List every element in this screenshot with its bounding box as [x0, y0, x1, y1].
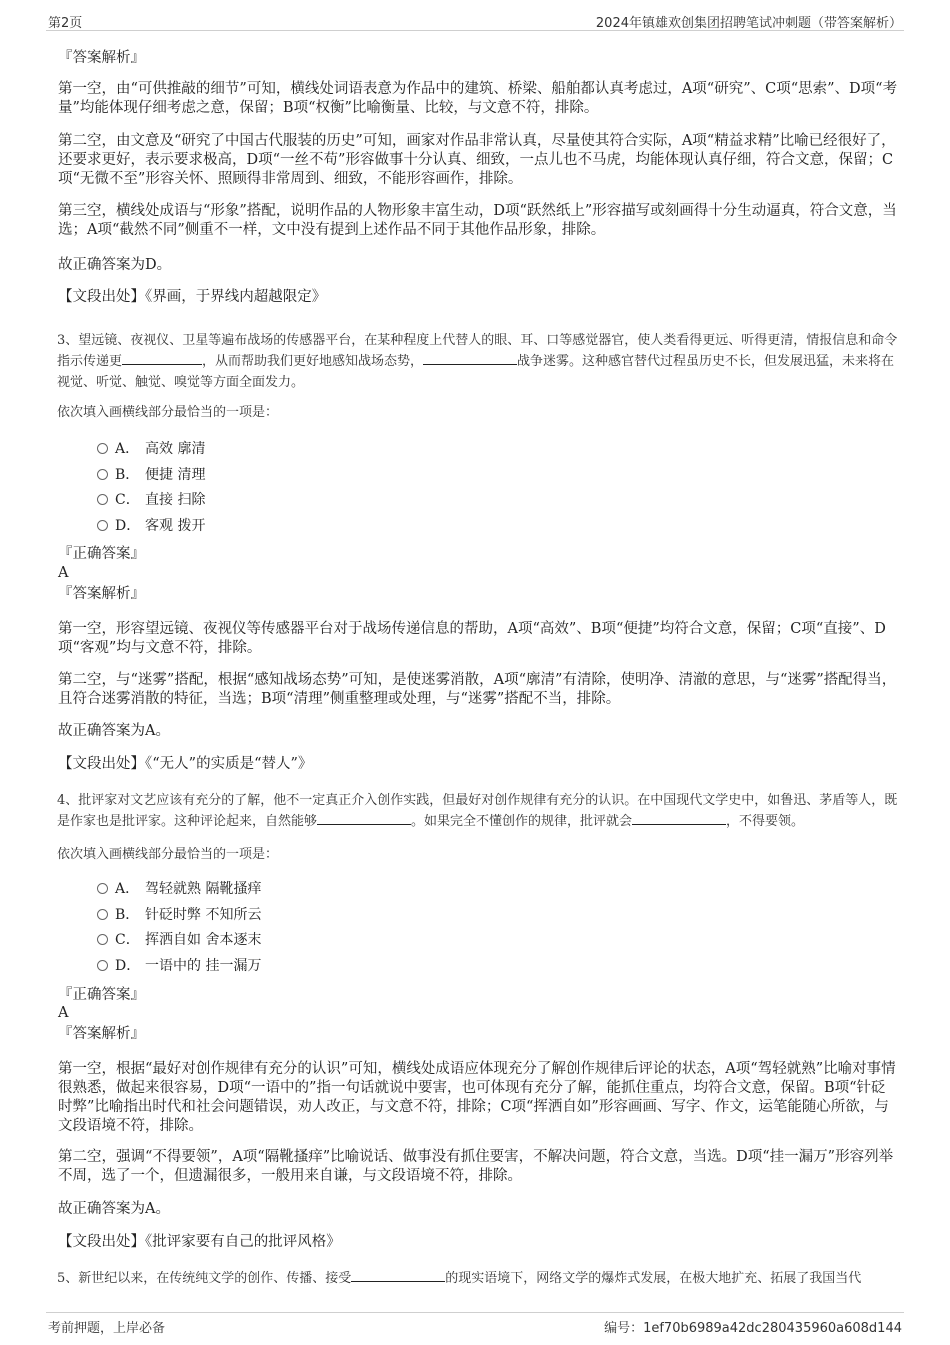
question-prompt: 依次填入画横线部分最恰当的一项是：	[57, 405, 279, 420]
analysis-paragraph: 第一空，形容望远镜、夜视仪等传感器平台对于战场传递信息的帮助，A项“高效”、B项“便捷”均符合文意，保留；C项“直接”、D项“客观”均与文意不符，排除。	[58, 621, 886, 656]
correct-answer: A	[58, 565, 69, 581]
radio-icon[interactable]	[97, 494, 108, 505]
fill-blank	[423, 351, 517, 365]
analysis-paragraph: 第二空，强调“不得要领”，A项“隔靴搔痒”比喻说话、做事没有抓住要害，不解决问题，符合文意，当选。D项“挂一漏万”形容列举不周，选了一个，但遗漏很多，一般用来自谦，与文段语境不符，排除。	[58, 1149, 894, 1184]
radio-icon[interactable]	[97, 934, 108, 945]
question-4-text: 4、批评家对文艺应该有充分的了解，他不一定真正介入创作实践，但最好对创作规律有充分的认识。在中国现代文学史中，如鲁迅、茅盾等人，既是作家也是批评家。这种评论起来，自然能够 。如果完全不懂创作的规律，批评就会 ，不得要领。	[57, 793, 898, 829]
page-header	[46, 8, 904, 31]
radio-icon[interactable]	[97, 469, 108, 480]
question-prompt: 依次填入画横线部分最恰当的一项是：	[57, 847, 279, 862]
option-a[interactable]: A． 驾轻就熟 隔靴搔痒	[97, 880, 261, 898]
analysis-label: 『答案解析』	[58, 586, 145, 602]
analysis-paragraph: 第三空，横线处成语与“形象”搭配，说明作品的人物形象丰富生动，D项“跃然纸上”形容描写或刻画得十分生动逼真，符合文意，当选；A项“截然不同”侧重不一样，文中没有提到上述作品不同于其他作品形象，排除。	[58, 203, 897, 238]
source: 【文段出处】《“无人”的实质是“替人”》	[58, 756, 313, 772]
source: 【文段出处】《界画，于界线内超越限定》	[58, 289, 327, 305]
fill-blank	[351, 1268, 445, 1282]
question-5-text: 5、新世纪以来，在传统纯文学的创作、传播、接受 的现实语境下，网络文学的爆炸式发展，在极大地扩充、拓展了我国当代	[57, 1268, 899, 1289]
question-3-text: 3、望远镜、夜视仪、卫星等遍布战场的传感器平台，在某种程度上代替人的眼、耳、口等感觉器官，使人类看得更远、听得更清，情报信息和命令指示传递更 ，从而帮助我们更好地感知战场态势， 战争迷雾。这种感官替代过程虽历史不长，但发展迅猛，未来将在视觉、听觉、触觉、嗅觉等方面全面发力。	[57, 333, 898, 390]
answer-label: 『正确答案』	[58, 987, 145, 1003]
radio-icon[interactable]	[97, 909, 108, 920]
option-d[interactable]: D． 客观 拨开	[97, 517, 205, 535]
option-c[interactable]: C． 挥洒自如 舍本逐末	[97, 931, 261, 949]
radio-icon[interactable]	[97, 883, 108, 894]
conclusion: 故正确答案为A。	[58, 1201, 170, 1217]
source: 【文段出处】《批评家要有自己的批评风格》	[58, 1234, 341, 1250]
analysis-paragraph: 第二空，由文意及“研究了中国古代服装的历史”可知，画家对作品非常认真，尽量使其符合实际，A项“精益求精”比喻已经很好了，还要求更好，表示要求极高，D项“一丝不苟”形容做事十分认真、细致，一点儿也不马虎，均能体现认真仔细，符合文意，保留；C项“无微不至”形容关怀、照顾得非常周到、细致，不能形容画作，排除。	[58, 133, 896, 187]
radio-icon[interactable]	[97, 520, 108, 531]
answer-label: 『正确答案』	[58, 546, 145, 562]
conclusion: 故正确答案为D。	[58, 257, 172, 273]
footer-slogan: 考前押题，上岸必备	[48, 1321, 166, 1336]
option-d[interactable]: D． 一语中的 挂一漏万	[97, 957, 261, 975]
analysis-paragraph: 第二空，与“迷雾”搭配，根据“感知战场态势”可知，是使迷雾消散，A项“廓清”有清除，使明净、清澈的意思，与“迷雾”搭配得当，且符合迷雾消散的特征，当选；B项“清理”侧重整理或处理，与“迷雾”搭配不当，排除。	[58, 672, 897, 707]
analysis-label: 『答案解析』	[58, 1026, 145, 1042]
option-c[interactable]: C． 直接 扫除	[97, 491, 205, 509]
page-footer	[46, 1312, 904, 1337]
analysis-paragraph: 第一空，根据“最好对创作规律有充分的认识”可知，横线处成语应体现充分了解创作规律后评论的状态，A项“驾轻就熟”比喻对事情很熟悉，做起来很容易，D项“一语中的”指一句话就说中要害，也可体现有充分了解，能抓住重点，均符合文意，保留。B项“针砭时弊”比喻指出时代和社会问题错误，劝人改正，与文意不符，排除；C项“挥洒自如”形容画画、写字、作文，运笔能随心所欲，与文段语境不符，排除。	[58, 1061, 896, 1134]
radio-icon[interactable]	[97, 960, 108, 971]
option-b[interactable]: B． 便捷 清理	[97, 466, 205, 484]
fill-blank	[122, 351, 202, 365]
fill-blank	[632, 811, 726, 825]
radio-icon[interactable]	[97, 443, 108, 454]
option-b[interactable]: B． 针砭时弊 不知所云	[97, 906, 261, 924]
correct-answer: A	[58, 1005, 69, 1021]
analysis-paragraph: 第一空，由“可供推敲的细节”可知，横线处词语表意为作品中的建筑、桥梁、船舶都认真考虑过，A项“研究”、C项“思索”、D项“考量”均能体现仔细考虑之意，保留；B项“权衡”比喻衡量、比较，与文意不符，排除。	[58, 81, 898, 116]
option-a[interactable]: A． 高效 廓清	[97, 440, 205, 458]
analysis-label: 『答案解析』	[58, 50, 145, 66]
fill-blank	[317, 811, 411, 825]
document-code: 编号：1ef70b6989a42dc280435960a608d144	[604, 1321, 902, 1336]
page-number: 第2页	[48, 16, 83, 31]
document-title: 2024年镇雄欢创集团招聘笔试冲刺题（带答案解析）	[595, 16, 902, 31]
conclusion: 故正确答案为A。	[58, 723, 170, 739]
